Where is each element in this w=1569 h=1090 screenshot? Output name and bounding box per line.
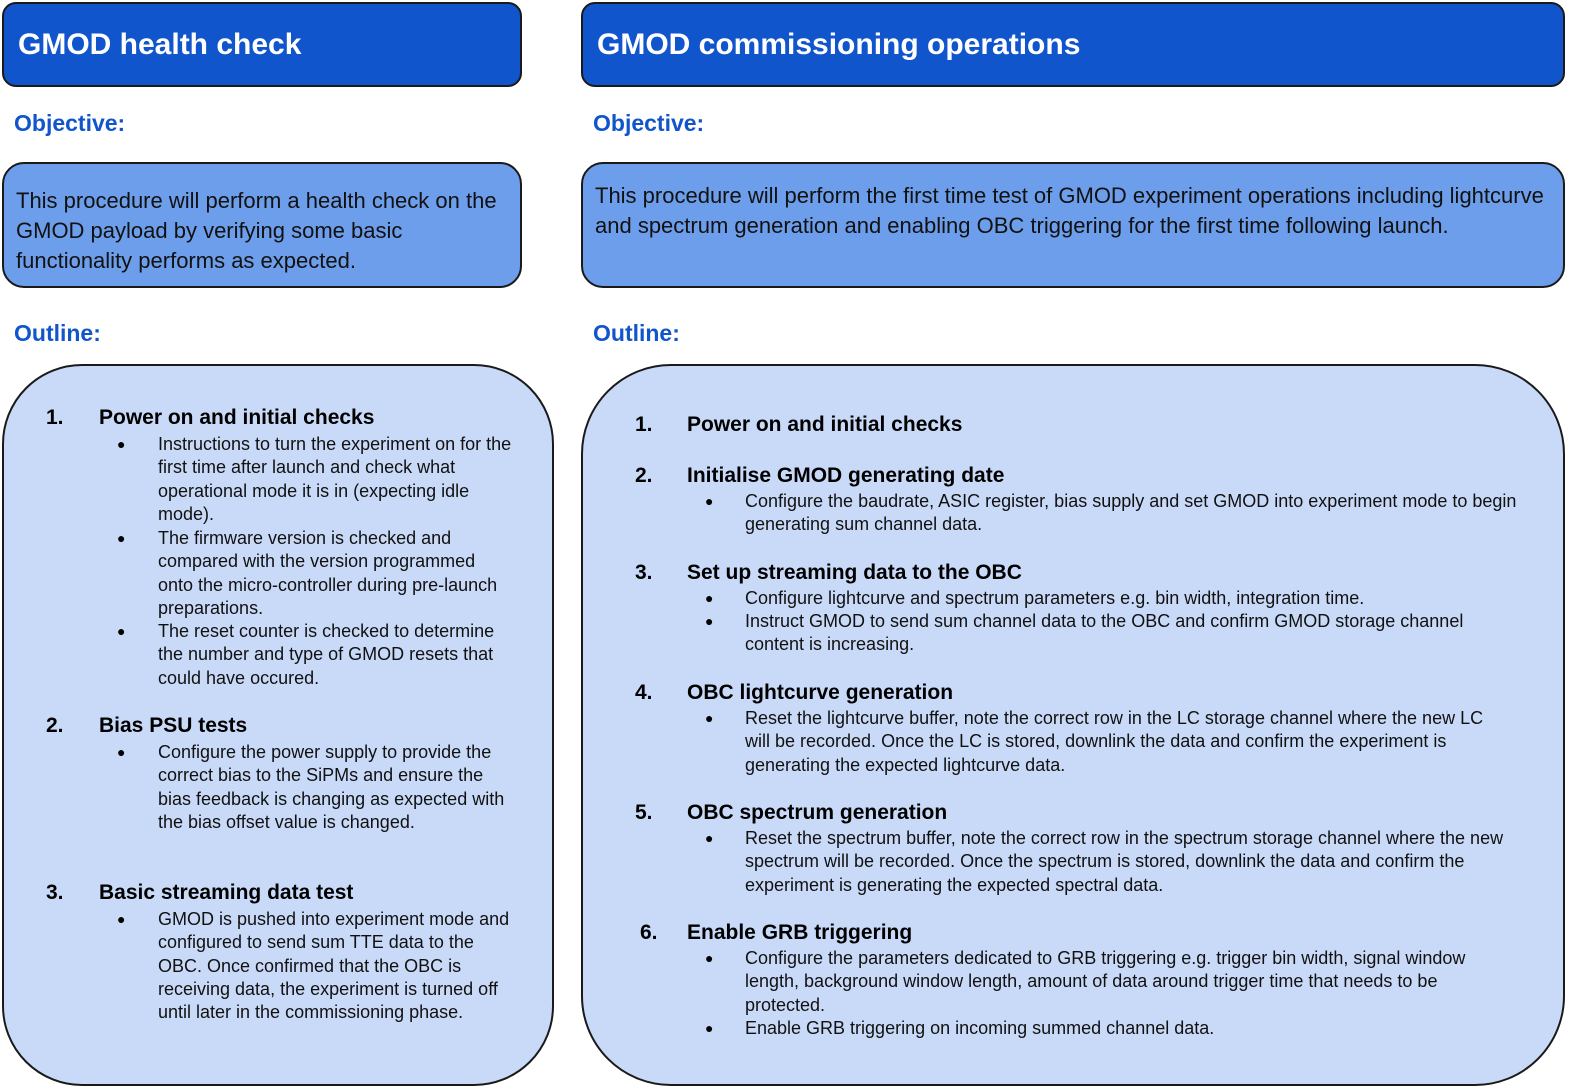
right-objective-label: Objective: — [593, 110, 705, 136]
bullet-icon: ● — [705, 493, 714, 509]
bullet-icon: ● — [705, 710, 714, 726]
right-step-title: Power on and initial checks — [687, 413, 963, 436]
bullet-icon: ● — [705, 590, 714, 606]
right-step-bullet: Configure lightcurve and spectrum parameters e.g. bin width, integration time. — [745, 588, 1365, 608]
right-outline-label: Outline: — [593, 320, 680, 346]
left-outline-label: Outline: — [14, 320, 101, 346]
left-objective-box — [2, 162, 522, 288]
right-step-bullet: Configure the parameters dedicated to GRB triggering e.g. trigger bin width, signal window length, background window length, amount of data around trigger time that needs to be protected. — [745, 948, 1466, 1015]
left-step-bullet: The reset counter is checked to determine the number and type of GMOD resets that could have occured. — [158, 621, 495, 688]
left-header — [2, 2, 522, 87]
right-step-bullet: Reset the spectrum buffer, note the correct row in the spectrum storage channel where the new spectrum will be recorded. Once the spectrum is stored, downlink the data and confirm the experiment is generating the expected spectral data. — [745, 828, 1504, 895]
left-step-title: Basic streaming data test — [99, 881, 354, 904]
right-step-title: OBC spectrum generation — [687, 801, 948, 824]
right-step-bullet: Instruct GMOD to send sum channel data to the OBC and confirm GMOD storage channel content is increasing. — [745, 611, 1464, 655]
right-step-bullet: Reset the lightcurve buffer, note the correct row in the LC storage channel where the new LC will be recorded. Once the LC is stored, downlink the data and confirm the experiment is generating the expected lightcurve data. — [745, 708, 1484, 775]
bullet-icon: ● — [117, 530, 126, 546]
left-step-bullet: The firmware version is checked and compared with the version programmed onto the micro-controller during pre-launch preparations. — [158, 528, 498, 618]
left-header-title: GMOD health check — [18, 27, 302, 61]
right-step-title: Initialise GMOD generating date — [687, 464, 1005, 487]
right-step-title: Set up streaming data to the OBC — [687, 561, 1022, 584]
right-step-number: 3. — [635, 561, 653, 584]
left-objective-label: Objective: — [14, 110, 126, 136]
left-step-number: 2. — [46, 714, 64, 737]
bullet-icon: ● — [705, 613, 714, 629]
right-header-title: GMOD commissioning operations — [597, 27, 1081, 61]
bullet-icon: ● — [705, 1020, 714, 1036]
right-step-title: OBC lightcurve generation — [687, 681, 954, 704]
right-step-bullet: Configure the baudrate, ASIC register, bias supply and set GMOD into experiment mode to begin generating sum channel data. — [745, 491, 1517, 535]
right-step-number: 1. — [635, 413, 653, 436]
bullet-icon: ● — [117, 436, 126, 452]
right-step-title: Enable GRB triggering — [687, 921, 913, 944]
right-header — [581, 2, 1565, 87]
bullet-icon: ● — [705, 830, 714, 846]
left-step-number: 3. — [46, 881, 64, 904]
left-step-bullet: GMOD is pushed into experiment mode and configured to send sum TTE data to the OBC. Once confirmed that the OBC is receiving data, the experiment is turned off until later in the commissioning phase. — [158, 909, 510, 1023]
right-step-number: 6. — [640, 921, 658, 944]
right-step-number: 2. — [635, 464, 653, 487]
left-step-title: Power on and initial checks — [99, 406, 375, 429]
right-step-bullet: Enable GRB triggering on incoming summed channel data. — [745, 1018, 1215, 1038]
left-step-number: 1. — [46, 406, 64, 429]
bullet-icon: ● — [705, 950, 714, 966]
bullet-icon: ● — [117, 623, 126, 639]
right-step-number: 5. — [635, 801, 653, 824]
left-step-bullet: Instructions to turn the experiment on for the first time after launch and check what operational mode it is in (expecting idle mode). — [158, 434, 512, 524]
bullet-icon: ● — [117, 911, 126, 927]
left-objective-text: This procedure will perform a health check on the GMOD payload by verifying some basic functionality performs as expected. — [16, 188, 497, 273]
right-step-number: 4. — [635, 681, 653, 704]
right-objective-text: This procedure will perform the first time test of GMOD experiment operations including lightcurve and spectrum generation and enabling OBC triggering for the first time following launch. — [595, 183, 1544, 238]
left-step-title: Bias PSU tests — [99, 714, 248, 737]
right-objective-box — [581, 162, 1565, 288]
left-step-bullet: Configure the power supply to provide the correct bias to the SiPMs and ensure the bias feedback is changing as expected with the bias offset value is changed. — [158, 742, 505, 832]
bullet-icon: ● — [117, 744, 126, 760]
